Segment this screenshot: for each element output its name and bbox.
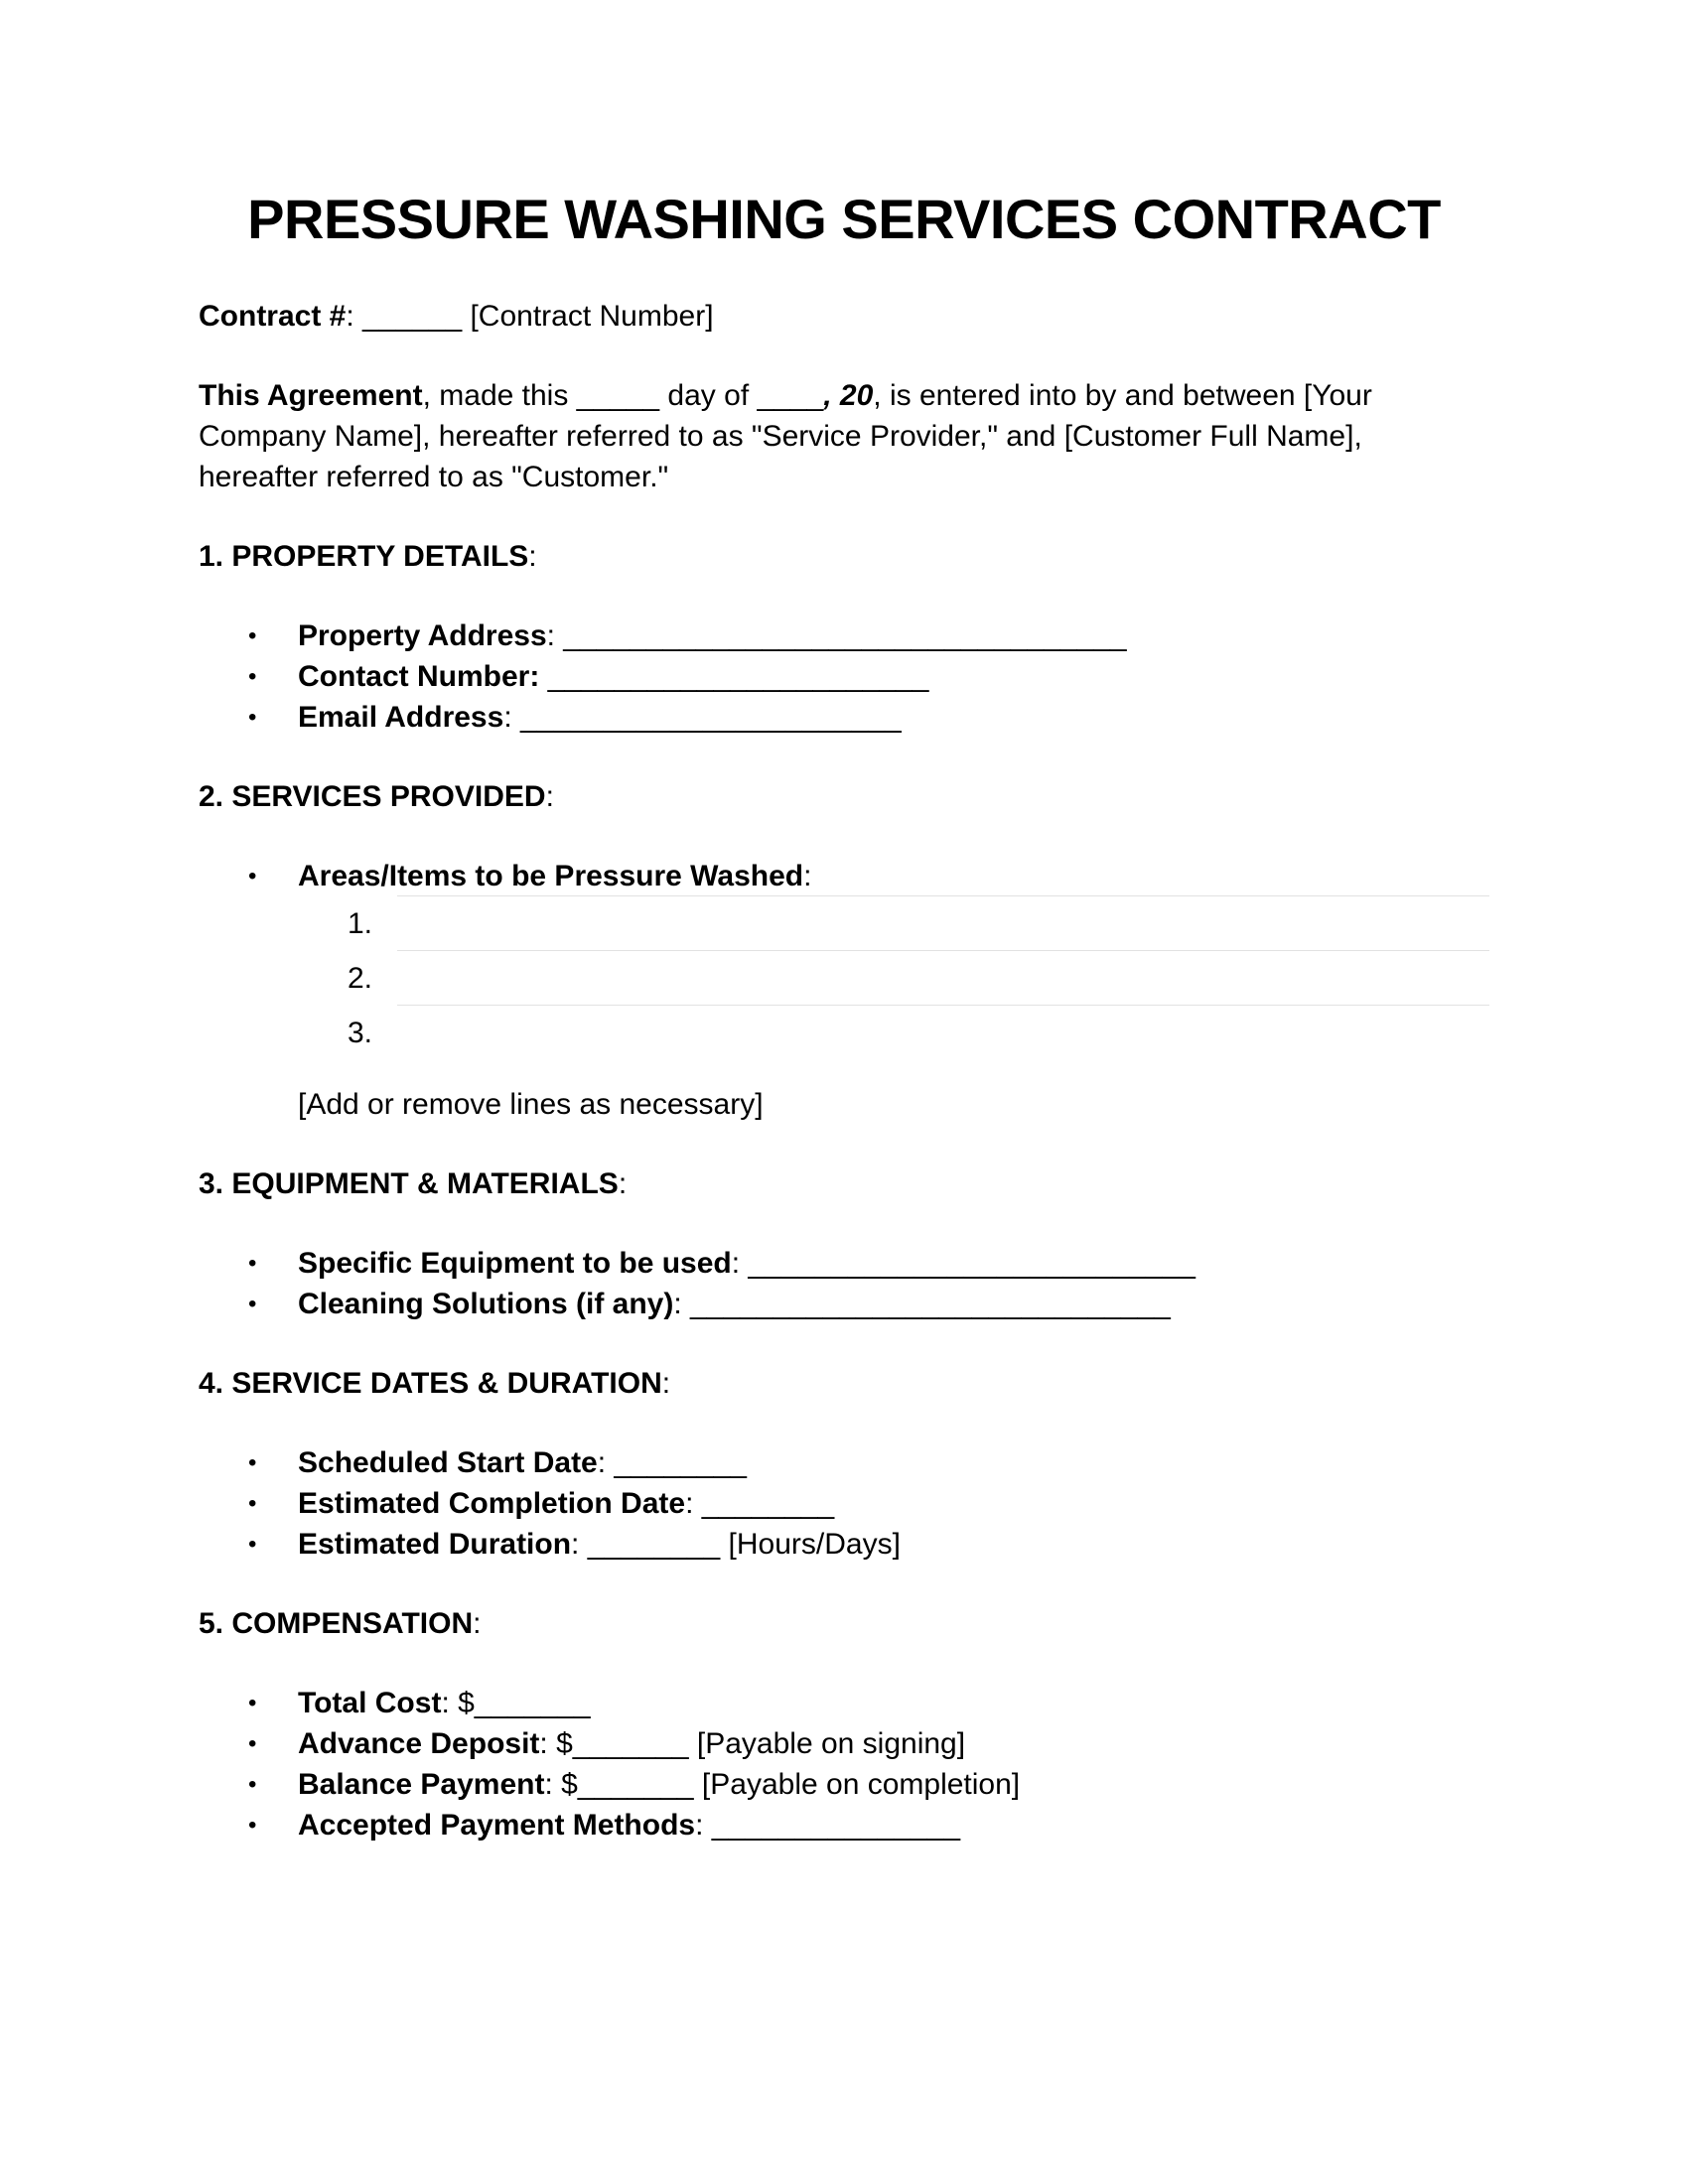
agreement-lead: This Agreement <box>199 379 423 412</box>
list-item-payment-methods <box>199 1805 1489 1845</box>
field-label: Total Cost <box>298 1687 442 1719</box>
section-heading-services-provided <box>199 776 1489 817</box>
section-title: SERVICES PROVIDED <box>231 780 546 813</box>
equipment-list <box>199 1243 1489 1324</box>
field-label: Balance Payment <box>298 1768 545 1801</box>
property-details-list <box>199 615 1489 738</box>
section-heading-property-details <box>199 536 1489 577</box>
field-label: Cleaning Solutions (if any) <box>298 1288 674 1320</box>
services-list <box>199 856 1489 896</box>
list-item-start-date <box>199 1442 1489 1483</box>
agreement-year: , 20 <box>823 379 874 412</box>
field-label: Areas/Items to be Pressure Washed <box>298 860 804 892</box>
bullet-icon: • <box>248 1730 257 1757</box>
list-item-contact-number <box>199 656 1489 697</box>
bullet-icon: • <box>248 622 257 649</box>
duration-field[interactable]: : ________ [Hours/Days] <box>571 1528 901 1561</box>
section-colon: : <box>473 1607 482 1640</box>
start-date-field[interactable]: : ________ <box>597 1446 747 1479</box>
agreement-date-fields[interactable]: , made this _____ day of ____ <box>422 379 824 412</box>
blank-line[interactable] <box>397 951 1489 1006</box>
field-label: Advance Deposit <box>298 1727 540 1760</box>
list-item-equipment <box>199 1243 1489 1284</box>
section-heading-equipment <box>199 1163 1489 1204</box>
field-label: Estimated Completion Date <box>298 1487 686 1520</box>
total-cost-field[interactable]: : $_______ <box>441 1687 591 1719</box>
area-line-3[interactable] <box>199 1006 1489 1060</box>
balance-payment-field[interactable]: : $_______ [Payable on completion] <box>544 1768 1021 1801</box>
list-item-balance-payment <box>199 1764 1489 1805</box>
section-title: SERVICE DATES & DURATION <box>231 1367 662 1400</box>
contact-number-field[interactable]: _______________________ <box>539 660 929 693</box>
property-address-field[interactable]: : __________________________________ <box>546 619 1127 652</box>
section-number: 1. <box>199 540 232 573</box>
section-title: PROPERTY DETAILS <box>231 540 529 573</box>
section-number: 4. <box>199 1367 232 1400</box>
agreement-parties: , is entered into by and between [Your Company Name], hereafter referred to as "Service Provider," and [Customer Full Name], hereafter referred to as "Customer." <box>199 379 1372 493</box>
section-heading-compensation <box>199 1603 1489 1644</box>
bullet-icon: • <box>248 1531 257 1558</box>
list-item-cleaning-solutions <box>199 1284 1489 1324</box>
document-body <box>199 296 1489 1845</box>
contract-number-label: Contract # <box>199 300 347 333</box>
list-item-advance-deposit <box>199 1723 1489 1764</box>
contract-number-field[interactable]: : ______ [Contract Number] <box>346 300 714 333</box>
email-address-field[interactable]: : _______________________ <box>503 701 902 734</box>
cleaning-solutions-field[interactable]: : _____________________________ <box>673 1288 1171 1320</box>
advance-deposit-field[interactable]: : $_______ [Payable on signing] <box>539 1727 966 1760</box>
section-number: 3. <box>199 1167 232 1200</box>
agreement-intro <box>199 375 1489 497</box>
field-colon: : <box>803 860 812 892</box>
list-item-property-address <box>199 615 1489 656</box>
field-label: Scheduled Start Date <box>298 1446 598 1479</box>
field-label: Email Address <box>298 701 504 734</box>
bullet-icon: • <box>248 1490 257 1517</box>
section-colon: : <box>528 540 537 573</box>
field-label: Property Address <box>298 619 547 652</box>
section-title: COMPENSATION <box>231 1607 474 1640</box>
contract-number-line <box>199 296 1489 337</box>
field-label: Estimated Duration <box>298 1528 572 1561</box>
bullet-icon: • <box>248 1771 257 1798</box>
field-label: Contact Number: <box>298 660 540 693</box>
blank-line[interactable] <box>397 896 1489 951</box>
area-line-2[interactable] <box>199 951 1489 1006</box>
completion-date-field[interactable]: : ________ <box>685 1487 835 1520</box>
bullet-icon: • <box>248 1250 257 1277</box>
document-title: PRESSURE WASHING SERVICES CONTRACT <box>247 188 1441 250</box>
section-colon: : <box>661 1367 671 1400</box>
bullet-icon: • <box>248 704 257 731</box>
section-heading-service-dates <box>199 1363 1489 1404</box>
bullet-icon: • <box>248 863 257 889</box>
field-label: Specific Equipment to be used <box>298 1247 732 1280</box>
section-number: 2. <box>199 780 232 813</box>
section-colon: : <box>545 780 554 813</box>
line-number: 1. <box>348 907 373 940</box>
list-item-email-address <box>199 697 1489 738</box>
bullet-icon: • <box>248 663 257 690</box>
list-item-total-cost <box>199 1683 1489 1723</box>
area-line-1[interactable] <box>199 896 1489 951</box>
list-item-completion-date <box>199 1483 1489 1524</box>
line-number: 2. <box>348 962 373 995</box>
bullet-icon: • <box>248 1690 257 1716</box>
bullet-icon: • <box>248 1449 257 1476</box>
bullet-icon: • <box>248 1291 257 1317</box>
equipment-field[interactable]: : ___________________________ <box>731 1247 1196 1280</box>
compensation-list <box>199 1683 1489 1845</box>
add-remove-note: [Add or remove lines as necessary] <box>298 1088 764 1121</box>
list-item-duration <box>199 1524 1489 1565</box>
section-number: 5. <box>199 1607 232 1640</box>
payment-methods-field[interactable]: : _______________ <box>695 1809 961 1842</box>
section-title: EQUIPMENT & MATERIALS <box>231 1167 619 1200</box>
line-number: 3. <box>348 1017 373 1049</box>
list-item-areas <box>199 856 1489 896</box>
service-dates-list <box>199 1442 1489 1565</box>
section-colon: : <box>618 1167 628 1200</box>
bullet-icon: • <box>248 1812 257 1839</box>
field-label: Accepted Payment Methods <box>298 1809 696 1842</box>
areas-numbered-lines <box>199 896 1489 1060</box>
